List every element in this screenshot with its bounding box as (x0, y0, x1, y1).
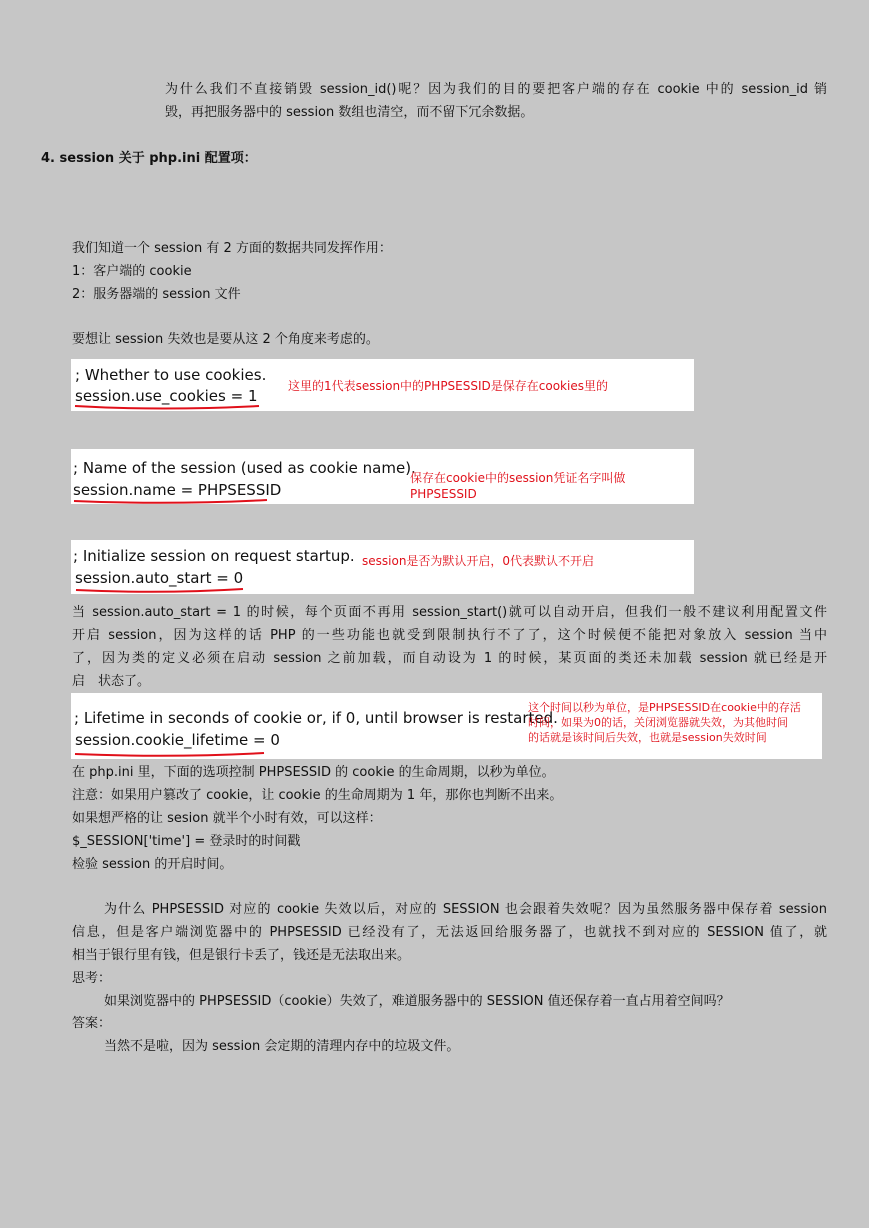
autostart-line-4: 启 状态了。 (72, 674, 151, 689)
red-underline-icon (71, 540, 694, 594)
annotation-note: session是否为默认开启，0代表默认不开启 (362, 554, 595, 568)
para-two-aspects: 我们知道一个 session 有 2 方面的数据共同发挥作用： (72, 241, 392, 256)
why-line-3: 相当于银行里有钱，但是银行卡丢了，钱还是无法取出来。 (72, 948, 411, 963)
config-setting: session.use_cookies = 1 (75, 387, 258, 405)
autostart-line-1: 当 session.auto_start = 1 的时候，每个页面不再用 session_start()就可以自动开启，但我们一般不建议利用配置文件 (72, 605, 827, 620)
config-setting: session.cookie_lifetime = 0 (75, 731, 280, 749)
lifetime-line-5: 检验 session 的开启时间。 (72, 857, 233, 872)
config-snippet-cookie-lifetime (71, 693, 822, 759)
why-line-1: 为什么 PHPSESSID 对应的 cookie 失效以后，对应的 SESSION 也会跟着失效呢？因为虽然服务器中保存着 session (104, 902, 827, 917)
annotation-note: 这里的1代表session中的PHPSESSID是保存在cookies里的 (288, 379, 608, 393)
config-comment: ; Whether to use cookies. (75, 366, 267, 384)
annotation-note-line-2: PHPSESSID (410, 487, 477, 501)
lifetime-line-4: $_SESSION['time'] = 登录时的时间戳 (72, 834, 301, 849)
answer-text: 当然不是啦，因为 session 会定期的清理内存中的垃圾文件。 (104, 1039, 460, 1054)
config-snippet-auto-start (71, 540, 694, 594)
config-setting: session.name = PHPSESSID (73, 481, 282, 499)
para-client-cookie: 1：客户端的 cookie (72, 264, 192, 279)
annotation-note-line-1: 这个时间以秒为单位，是PHPSESSID在cookie中的存活 (528, 701, 801, 714)
para-server-file: 2：服务器端的 session 文件 (72, 287, 241, 302)
autostart-line-3: 了，因为类的定义必须在启动 session 之前加载，而自动设为 1 的时候，某页面的类还未加载 session 就已经是开 (72, 651, 827, 666)
why-line-2: 信息，但是客户端浏览器中的 PHPSESSID 已经没有了，无法返回给服务器了，也就找不到对应的 SESSION 值了，就 (72, 925, 827, 940)
config-snippet-use-cookies (71, 359, 694, 411)
think-label: 思考： (72, 971, 112, 986)
para-two-angles: 要想让 session 失效也是要从这 2 个角度来考虑的。 (72, 332, 379, 347)
config-snippet-session-name (71, 449, 694, 504)
annotation-note-line-2: 时间，如果为0的话，关闭浏览器就失效，为其他时间 (528, 716, 788, 729)
autostart-line-2: 开启 session，因为这样的话 PHP 的一些功能也就受到限制执行不了了，这个时候便不能把对象放入 session 当中 (72, 628, 827, 643)
config-setting: session.auto_start = 0 (75, 569, 244, 587)
red-underline-icon (71, 693, 822, 759)
config-comment: ; Name of the session (used as cookie name). (73, 459, 416, 477)
answer-label: 答案： (72, 1016, 112, 1031)
lifetime-line-3: 如果想严格的让 sesion 就半个小时有效，可以这样： (72, 811, 382, 826)
intro-line-2: 毁，再把服务器中的 session 数组也清空，而不留下冗余数据。 (165, 105, 534, 120)
config-comment: ; Initialize session on request startup. (73, 547, 355, 565)
intro-line-1: 为什么我们不直接销毁 session_id()呢？因为我们的目的要把客户端的存在 cookie 中的 session_id 销 (165, 82, 827, 97)
annotation-note-line-1: 保存在cookie中的session凭证名字叫做 (410, 471, 626, 485)
red-underline-icon (71, 359, 694, 411)
think-question: 如果浏览器中的 PHPSESSID（cookie）失效了，难道服务器中的 SESSION 值还保存着一直占用着空间吗？ (104, 994, 730, 1009)
lifetime-line-1: 在 php.ini 里，下面的选项控制 PHPSESSID 的 cookie 的生命周期，以秒为单位。 (72, 765, 555, 780)
annotation-note-line-3: 的话就是该时间后失效，也就是session失效时间 (528, 731, 767, 744)
lifetime-line-2: 注意：如果用户篡改了 cookie，让 cookie 的生命周期为 1 年，那你也判断不出来。 (72, 788, 563, 803)
config-comment: ; Lifetime in seconds of cookie or, if 0, until browser is restarted. (74, 709, 558, 727)
section-heading: 4. session 关于 php.ini 配置项： (41, 151, 257, 166)
red-underline-icon (71, 449, 694, 504)
